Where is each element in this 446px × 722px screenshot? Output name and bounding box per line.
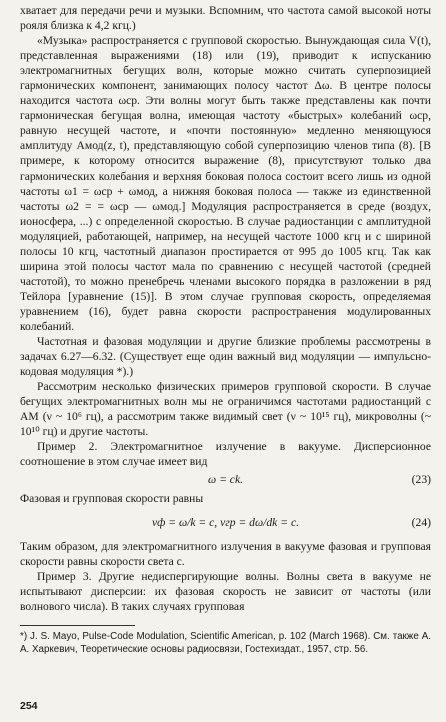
paragraph: Пример 3. Другие недиспергирующие волны. Волны света в вакууме не испытывают дисперсии: их фазовая скорость не зависит от частоты (или волнового числа). В таких случаях групповая	[20, 569, 431, 613]
footnote: *) J. S. Mayo, Pulse-Code Modulation, Scientific American, p. 102 (March 1968). См. также А. А. Харкевич, Теоретические основы радиосвязи, Гостехиздат., 1957, стр. 56.	[20, 631, 431, 655]
equation-body: vф = ω/k = c, vгр = dω/dk = c.	[151, 515, 299, 529]
equation-number: (23)	[411, 473, 431, 487]
paragraph: Фазовая и групповая скорости равны	[20, 492, 204, 506]
paragraph: Частотная и фазовая модуляции и другие близкие проблемы рассмотрены в задачах 6.27—6.32. (Существует еще один важный вид модуляции — импульсно-кодовая модуляция *).)	[20, 335, 431, 379]
body-text	[20, 3, 431, 614]
equation-number: (24)	[411, 515, 431, 529]
equation	[20, 507, 431, 539]
equation-body: ω = ck.	[208, 473, 243, 487]
paragraph: «Музыка» распространяется с групповой скоростью. Вынуждающая сила V(t), представленная выражениями (18) или (19), приводит к испусканию электромагнитных бегущих волн, которые можно считать суперпозицией гармонических компонент, занимающих полосу частот Δω. В центре полосы находится частота ωср. Эти волны могут быть также представлены как почти гармоническая бегущая волна, имеющая частоту «быстрых» колебаний ωср, равную несущей частоте, и «почти постоянную» медленно меняющуюся амплитуду Aмод(z, t), представляющую собой суперпозицию членов типа (8). [В примере, к которому относится выражение (8), присутствуют только два гармонических колебания и верхняя боковая полоса состоит всего лишь из одной частоты ω1 = ωср + ωмод, а нижняя боковая полоса — также из единственной частоты ω2 = = ωср — ωмод.] Модуляция распространяется в среде (воздух, ионосфера, ...) с определенной скоростью. В случае радиостанции с амплитудной модуляцией, работающей, например, на несущей частоте 1000 кгц и с шириной полосы 10 кгц, частотный диапазон простирается от 995 до 1005 кгц. Так как ширина этой полосы частот мала по сравнению с несущей частотой (средней частотой), то можно пренебречь членами высокого порядка в разложении в ряд Тейлора [уравнение (15)]. В этом случае групповая скорость, определяемая уравнением (16), будет равна скорости распространения модулированных колебаний.	[20, 34, 431, 333]
paragraph: хватает для передачи речи и музыки. Вспомним, что частота самой высокой ноты рояля близка к 4,2 кгц.)	[20, 4, 431, 33]
page-number: 254	[20, 700, 38, 712]
equation	[20, 469, 431, 491]
footnote-rule	[20, 625, 135, 626]
paragraph: Рассмотрим несколько физических примеров групповой скорости. В случае бегущих электромагнитных волн мы не ограничимся частотами радиостанций с AM (ν ~ 10⁶ гц), а рассмотрим также видимый свет (ν ~ 10¹⁵ гц), микроволны (~ 10¹⁰ гц) и другие частоты.	[20, 380, 431, 439]
paragraph: Пример 2. Электромагнитное излучение в вакууме. Дисперсионное соотношение в этом случае имеет вид	[20, 440, 431, 469]
paragraph: Таким образом, для электромагнитного излучения в вакууме фазовая и групповая скорости равны скорости света c.	[20, 539, 431, 568]
